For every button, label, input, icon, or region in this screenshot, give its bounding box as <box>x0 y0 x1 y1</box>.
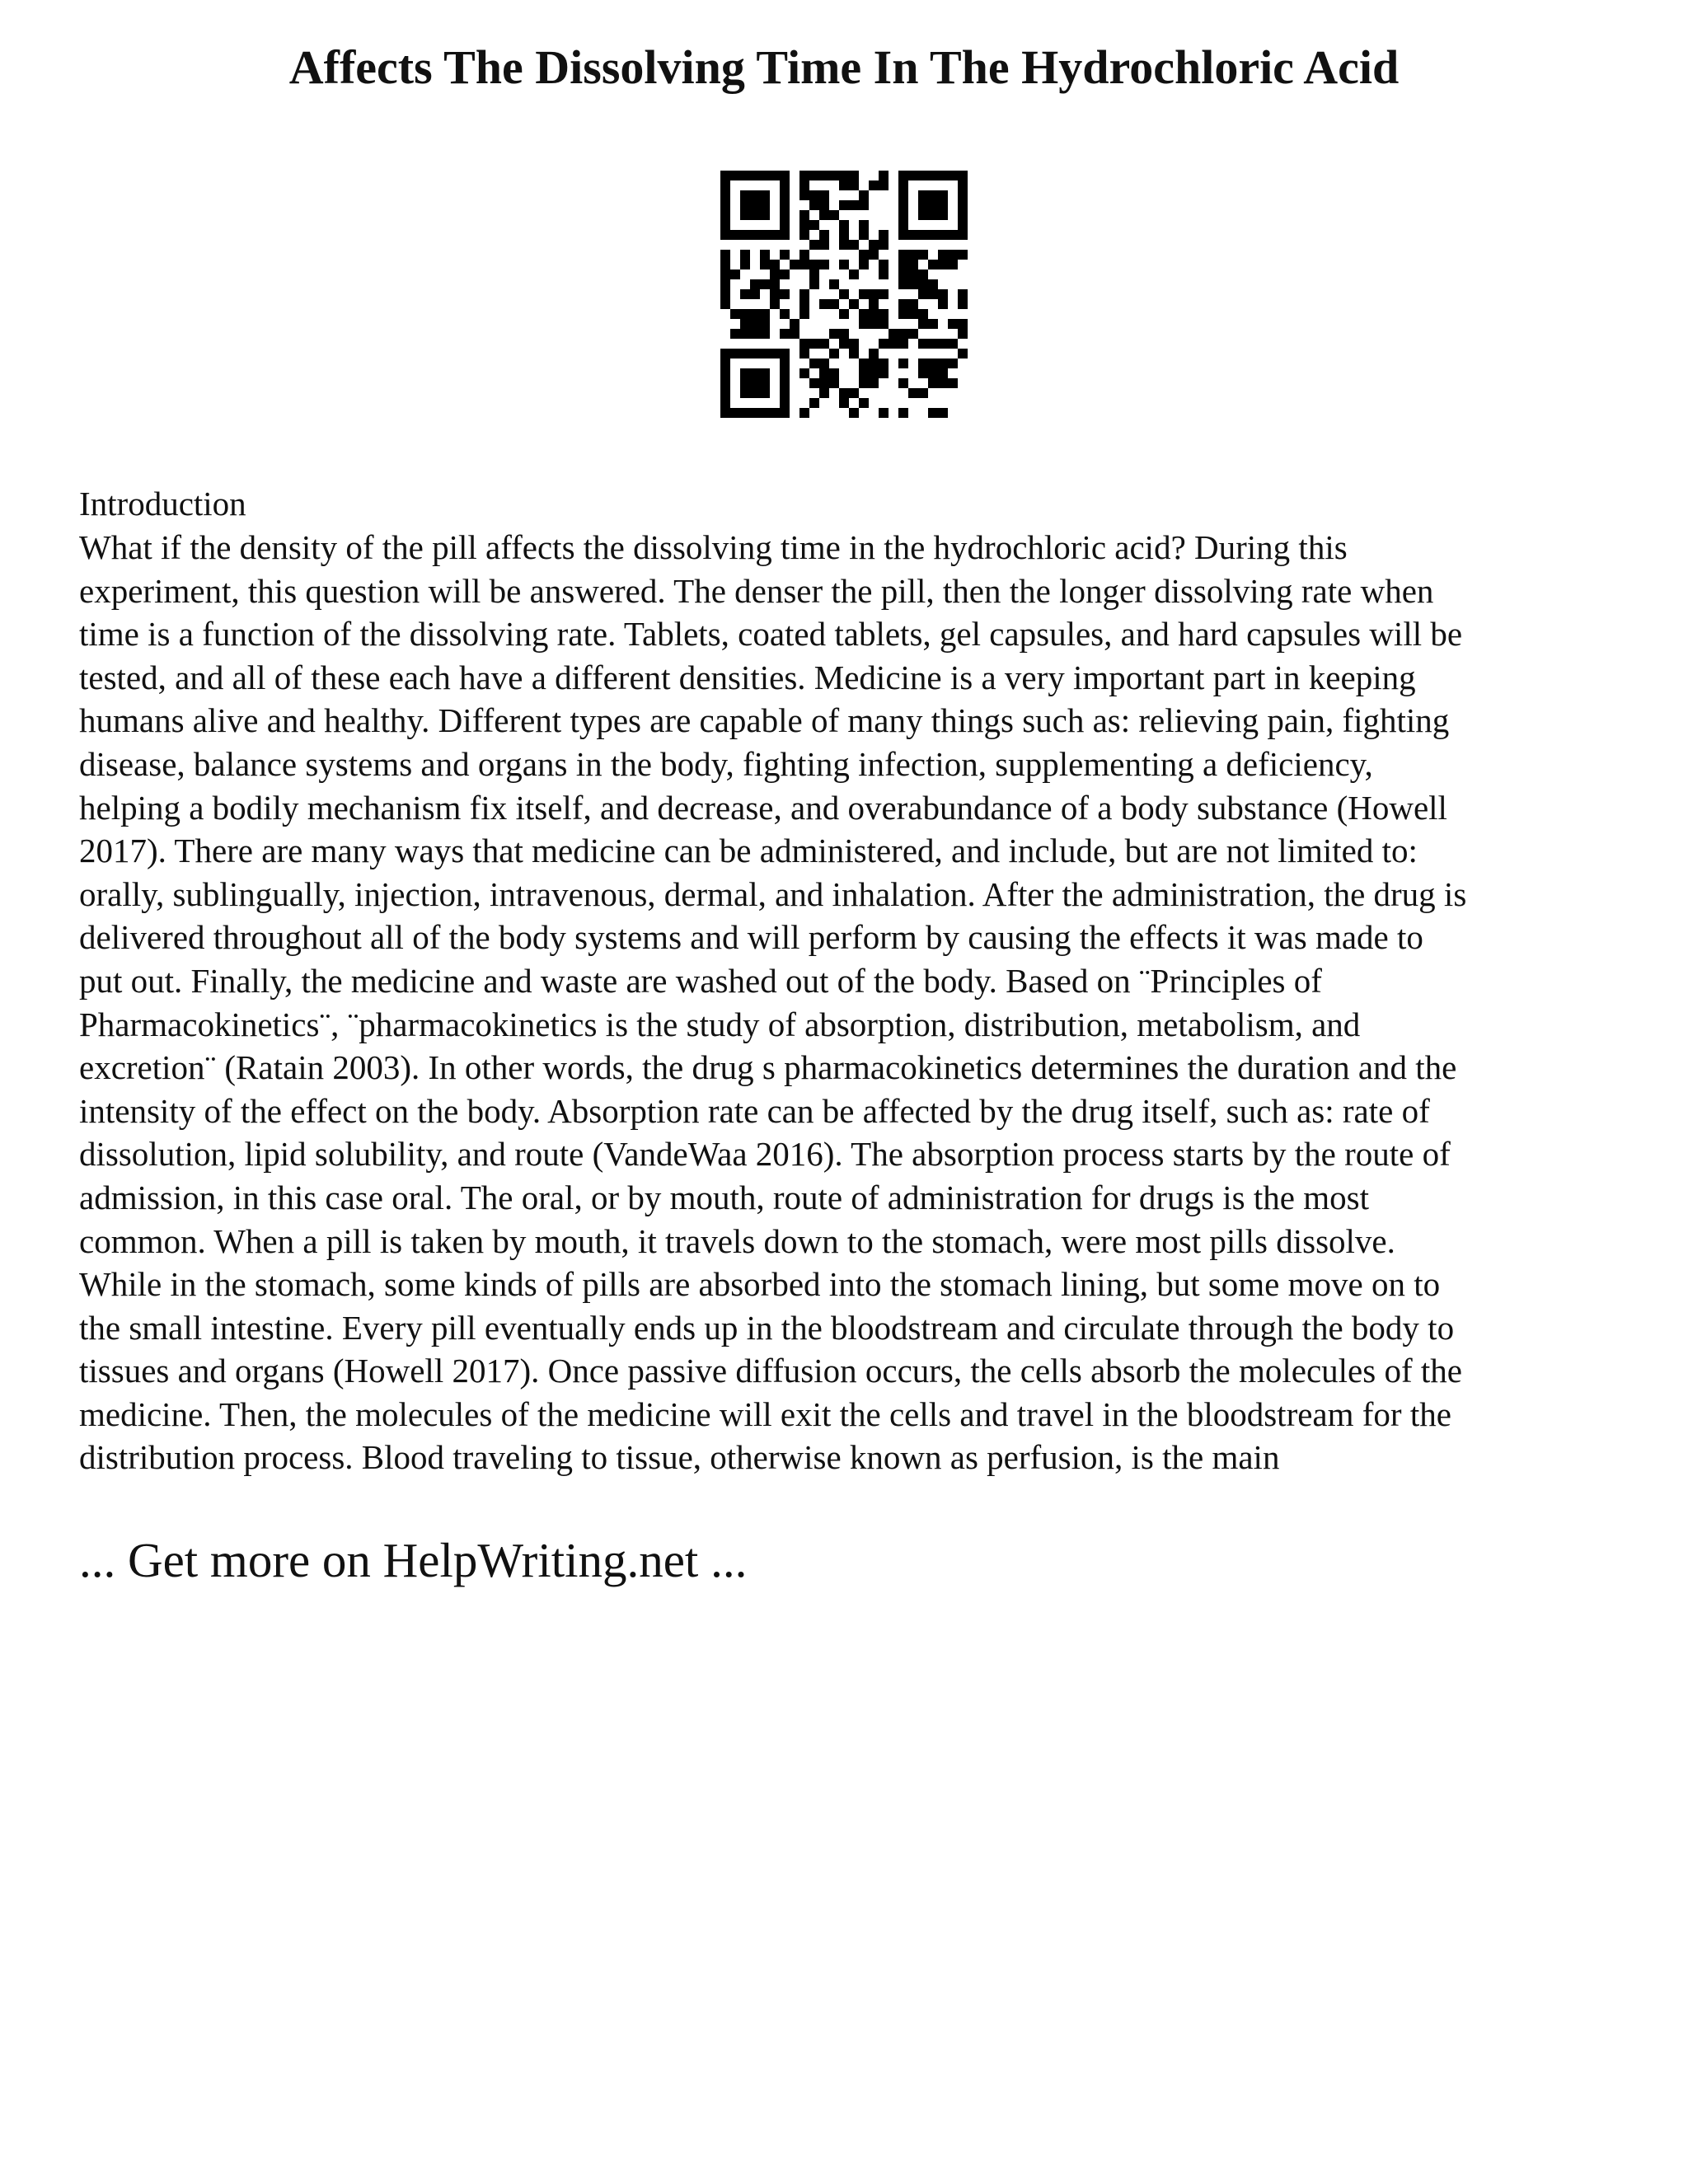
body-line: helping a bodily mechanism fix itself, and decrease, and overabundance of a body substance (Howell <box>79 788 1447 827</box>
body-line: distribution process. Blood traveling to tissue, otherwise known as perfusion, is the main <box>79 1438 1280 1477</box>
body-line: disease, balance systems and organs in the body, fighting infection, supplementing a deficiency, <box>79 744 1373 783</box>
body-line: Pharmacokinetics¨, ¨pharmacokinetics is the study of absorption, distribution, metabolism, and <box>79 1005 1361 1043</box>
body-line: admission, in this case oral. The oral, or by mouth, route of administration for drugs is the most <box>79 1178 1369 1216</box>
body-line: What if the density of the pill affects the dissolving time in the hydrochloric acid? During this <box>79 528 1348 566</box>
body-line: tested, and all of these each have a different densities. Medicine is a very important part in keeping <box>79 658 1416 696</box>
body-line: humans alive and healthy. Different types are capable of many things such as: relieving pain, fighting <box>79 701 1450 740</box>
body-line: delivered throughout all of the body systems and will perform by causing the effects it was made to <box>79 918 1423 957</box>
body-line: medicine. Then, the molecules of the medicine will exit the cells and travel in the bloodstream for the <box>79 1394 1451 1433</box>
body-line: tissues and organs (Howell 2017). Once passive diffusion occurs, the cells absorb the molecules of the <box>79 1352 1462 1390</box>
body-line: intensity of the effect on the body. Absorption rate can be affected by the drug itself, such as: rate of <box>79 1091 1430 1130</box>
body-line: 2017). There are many ways that medicine can be administered, and include, but are not limited to: <box>79 832 1418 870</box>
body-line: the small intestine. Every pill eventually ends up in the bloodstream and circulate through the body to <box>79 1308 1455 1347</box>
body-line: put out. Finally, the medicine and waste are washed out of the body. Based on ¨Principles of <box>79 961 1322 1000</box>
body-line: excretion¨ (Ratain 2003). In other words, the drug s pharmacokinetics determines the duration and the <box>79 1048 1457 1087</box>
document-title: Affects The Dissolving Time In The Hydrochloric Acid <box>288 40 1400 94</box>
body-line: orally, sublingually, injection, intravenous, dermal, and inhalation. After the administration, the drug is <box>79 874 1467 913</box>
section-heading-introduction: Introduction <box>79 485 246 523</box>
get-more-link-text: ... Get more on HelpWriting.net ... <box>79 1533 748 1587</box>
qr-code-icon <box>720 171 968 418</box>
body-paragraph <box>79 526 1637 1479</box>
body-line: experiment, this question will be answered. The denser the pill, then the longer dissolving rate when <box>79 571 1434 610</box>
body-line: While in the stomach, some kinds of pills are absorbed into the stomach lining, but some move on to <box>79 1265 1441 1304</box>
body-line: dissolution, lipid solubility, and route (VandeWaa 2016). The absorption process starts by the route of <box>79 1135 1451 1174</box>
body-line: common. When a pill is taken by mouth, it travels down to the stomach, were most pills dissolve. <box>79 1221 1395 1260</box>
body-line: time is a function of the dissolving rate. Tablets, coated tablets, gel capsules, and hard capsules will be <box>79 615 1463 654</box>
